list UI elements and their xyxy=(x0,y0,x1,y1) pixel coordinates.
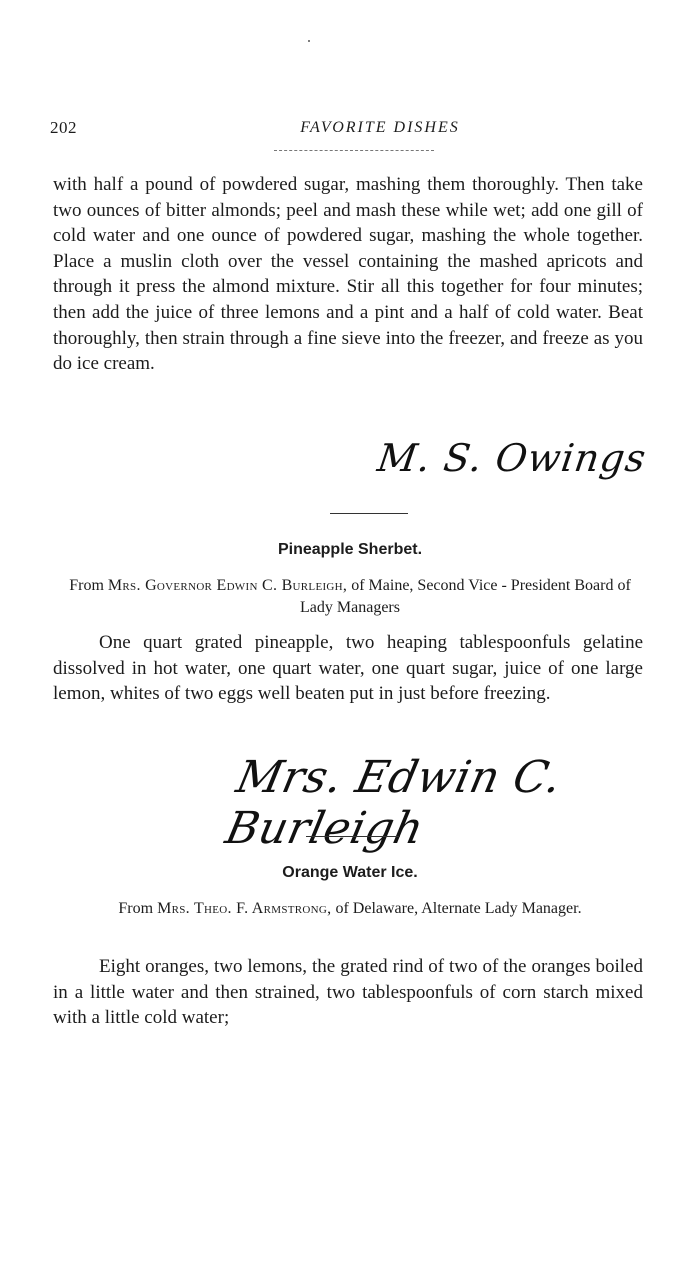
signature-owings: M. S. Owings xyxy=(374,436,650,480)
header-rule xyxy=(274,150,434,151)
section-divider xyxy=(306,836,400,837)
print-speck xyxy=(308,40,310,42)
recipe-attribution xyxy=(60,898,640,920)
attribution-suffix: of Delaware, Alternate Lady Manager. xyxy=(335,900,582,917)
recipe-title-orange-water-ice: Orange Water Ice. xyxy=(282,864,418,881)
page-header xyxy=(50,118,650,144)
page-number: 202 xyxy=(50,118,77,137)
attribution-suffix: of Maine, Second Vice - President Board of Lady Managers xyxy=(300,577,631,616)
recipe-text-orange-water-ice: Eight oranges, two lemons, the grated rind of two of the oranges boiled in a little water and then strained, two tablespoonfuls of corn starch mixed with a little cold water; xyxy=(53,956,643,1029)
attribution-prefix: From xyxy=(118,900,154,917)
recipe-title-pineapple-sherbet: Pineapple Sherbet. xyxy=(277,541,423,558)
recipe-text-pineapple-sherbet: One quart grated pineapple, two heaping tablespoonfuls gelatine dissolved in hot water, one quart water, one quart sugar, juice of one large lemon, whites of two eggs well beaten put in just before freezing. xyxy=(53,632,643,705)
attribution-prefix: From xyxy=(69,577,104,594)
contributor-name: Mrs. Theo. F. Armstrong, xyxy=(157,900,332,917)
recipe-attribution xyxy=(60,575,640,619)
running-title: FAVORITE DISHES xyxy=(300,119,460,136)
section-divider xyxy=(330,513,408,514)
continued-recipe-text: with half a pound of powdered sugar, mashing them thoroughly. Then take two ounces of bitter almonds; peel and mash these while wet; add one gill of cold water and one ounce of powdered sugar, mashing the whole together. Place a muslin cloth over the vessel containing the mashed apricots and through it press the almond mixture. Stir all this together for four minutes; then add the juice of three lemons and a pint and a half of cold water. Beat thoroughly, then strain through a fine sieve into the freezer, and freeze as you do ice cream. xyxy=(53,174,643,375)
contributor-name: Mrs. Governor Edwin C. Burleigh, xyxy=(107,577,348,594)
signature-burleigh: Mrs. Edwin C. Burleigh xyxy=(221,752,567,854)
